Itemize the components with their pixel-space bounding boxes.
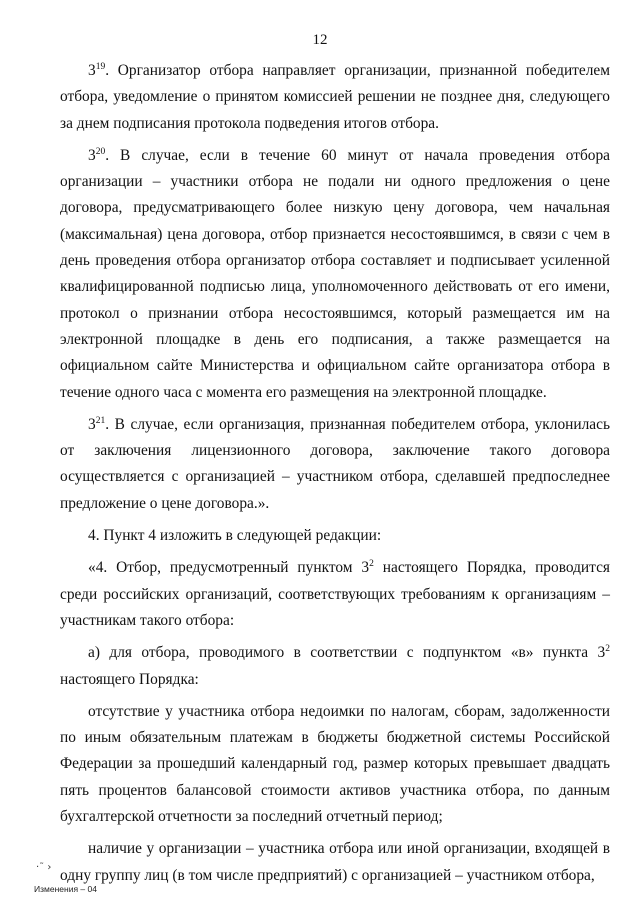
- paragraph-item-4-heading: [60, 523, 610, 549]
- reference-superscript: 2: [369, 559, 374, 570]
- paragraph-requirement-tax-arrears: [60, 699, 610, 830]
- page-number: 12: [312, 32, 328, 48]
- paragraph-text: . Организатор отбора направляет организации, признанной победителем отбора, уведомление о принятом комиссией решении не позднее дня, следующего за днем подписания протокола подведения итогов отбора.: [60, 62, 610, 132]
- document-body: [60, 58, 610, 895]
- paragraph-text: наличие у организации – участника отбора или иной организации, входящей в одну группу лиц (в том числе предприятий) с организацией – участником отбора,: [60, 840, 610, 884]
- paragraph-text: . В случае, если организация, признанная победителем отбора, уклонилась от заключения лицензионного договора, заключение такого договора осуществляется с организацией – участником отбора, сделавшей предпоследнее предложение о цене договора.».: [60, 415, 610, 512]
- clause-number: 3: [88, 62, 96, 79]
- paragraph-requirement-group-persons: [60, 836, 610, 889]
- footer-revision-label: Изменения – 04: [34, 884, 97, 894]
- paragraph-3-21: [60, 412, 610, 517]
- clause-superscript: 19: [95, 61, 106, 72]
- paragraph-text: «4. Отбор, предусмотренный пунктом 3: [88, 559, 370, 577]
- clause-superscript: 21: [95, 415, 106, 426]
- reference-superscript: 2: [605, 644, 610, 655]
- paragraph-3-20: [60, 143, 610, 406]
- clause-superscript: 20: [95, 146, 106, 157]
- paragraph-text: отсутствие у участника отбора недоимки по налогам, сборам, задолженности по иным обязательным платежам в бюджеты бюджетной системы Российской Федерации за прошедший календарный год, размер которых превышает двадцать пять процентов балансовой стоимости активов участника отбора, по данным бухгалтерской отчетности за последний отчетный период;: [60, 702, 610, 826]
- paragraph-text: а) для отбора, проводимого в соответствии с подпунктом «в» пункта 3: [88, 644, 606, 662]
- paragraph-text-tail: настоящего Порядка, проводится среди российских организаций, соответствующих требованиям к организациям – участникам такого отбора:: [60, 559, 610, 629]
- clause-number: 3: [88, 415, 96, 433]
- clause-number: 3: [88, 146, 96, 164]
- paragraph-text: 4. Пункт 4 изложить в следующей редакции:: [88, 527, 382, 545]
- paragraph-subitem-a: [60, 640, 610, 693]
- paragraph-text: . В случае, если в течение 60 минут от начала проведения отбора организации – участники отбора не подали ни одного предложения о цене договора, предусматривающего более низкую цену договора, чем начальная (максимальная) цена договора, отбор признается несостоявшимся, в связи с чем в день проведения отбора организатор отбора составляет и подписывает усиленной квалифицированной подписью лица, уполномоченного действовать от его имени, протокол о признании отбора несостоявшимся, который размещается им на электронной площадке в день его подписания, а также размещается на официальном сайте Министерства и официальном сайте организатора отбора в течение одного часа с момента его размещения на электронной площадке.: [60, 146, 610, 401]
- paragraph-text-tail: настоящего Порядка:: [60, 670, 199, 688]
- paragraph-item-4-text: [60, 555, 610, 634]
- paragraph-3-19: [60, 58, 610, 137]
- scan-artifact: ·˜ ›: [36, 862, 52, 873]
